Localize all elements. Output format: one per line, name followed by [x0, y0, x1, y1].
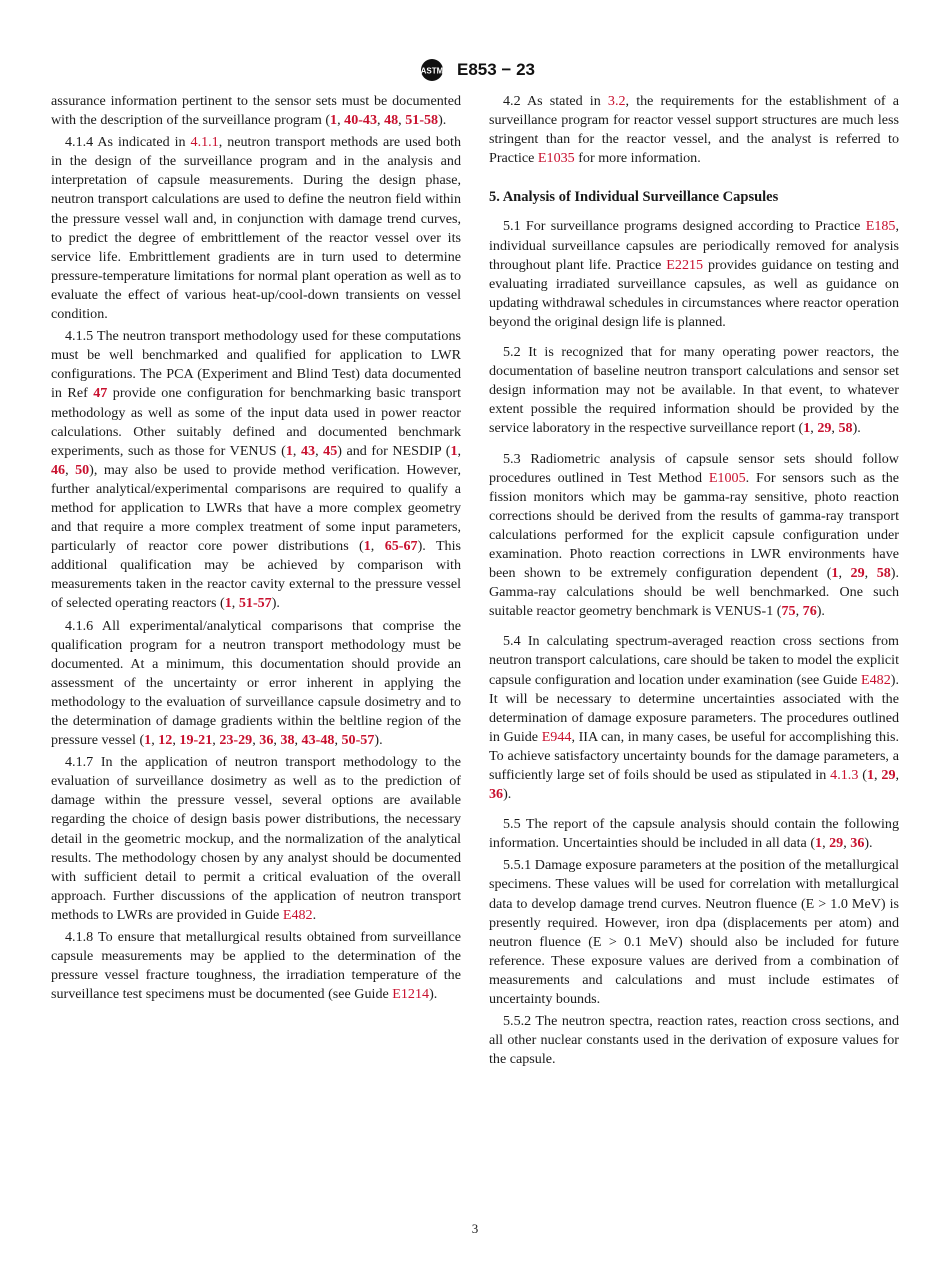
reference-link[interactable]: 38 — [280, 732, 295, 749]
paragraph-5-3: 5.3 Radiometric analysis of capsule sensor sets should follow procedures outlined in Test Method E1005. For sensors such as the fission monitors which may be gamma-ray sensitive, photo reaction corrections should be derived from the results of gamma-ray transport calculations performed for the explicit capsule configuration under examination. Photo reaction corrections in LWR environments have been shown to be extremely configuration dependent (1, 29, 58). Gamma-ray calculations should be well benchmarked. One such suitable reactor geometry benchmark is VENUS-1 (75, 76). — [489, 450, 899, 620]
paragraph-4-1-7: 4.1.7 In the application of neutron transport methodology to the evaluation of surveillance dosimetry as well as to the prediction of damage within the pressure vessel, several options are available regarding the choice of design basis power distributions, the necessary detail in the geometric mockup, and the normalization of the analytical results. The methodology chosen by any analyst should be documented with sufficient detail to permit a critical evaluation of the overall approach. Further discussions of the application of neutron transport methods to LWRs are provided in Guide E482. — [51, 754, 461, 923]
paragraph-5-5-2: 5.5.2 The neutron spectra, reaction rates, reaction cross sections, and all other nuclear constants used in the derivation of exposure values for the capsule. — [489, 1013, 899, 1068]
section-heading-5: 5. Analysis of Individual Surveillance Capsules — [489, 189, 779, 206]
reference-link[interactable]: 58 — [838, 420, 853, 437]
reference-link[interactable]: 43 — [301, 442, 316, 459]
reference-link[interactable]: 12 — [158, 732, 173, 749]
reference-link[interactable]: 50-57 — [341, 732, 375, 749]
reference-link[interactable]: 1 — [815, 835, 823, 852]
right-column — [489, 92, 899, 1072]
reference-link[interactable]: 1 — [285, 442, 293, 459]
standard-link[interactable]: E1005 — [708, 469, 746, 486]
reference-link[interactable]: 1 — [866, 767, 874, 783]
paragraph-4-1-6: 4.1.6 All experimental/analytical comparisons that comprise the qualification program for a neutron transport methodology must be documented. At a minimum, this documentation should provide an assessment of the uncertainty or error inherent in applying the methodology to the evaluation of surveillance capsule dosimetry and to the determination of damage gradients within the beltline region of the pressure vessel (1, 12, 19-21, 23-29, 36, 38, 43-48, 50-57). — [51, 617, 461, 749]
paragraph-continued: assurance information pertinent to the sensor sets must be documented with the description of the surveillance program (1, 40-43, 48, 51-58). — [51, 93, 461, 129]
document-id: E853 − 23 — [457, 60, 535, 79]
reference-link[interactable]: 1 — [224, 595, 232, 612]
paragraph-5-4: 5.4 In calculating spectrum-averaged reaction cross sections from neutron transport calculations, care should be taken to model the explicit capsule configuration and location under examination (see Guide E482). It will be necessary to determine uncertainties associated with the determination of damage exposure parameters. The procedures outlined in Guide E944, IIA can, in many cases, be useful for accomplishing this. To achieve satisfactory uncertainty bounds for the damage parameters, a sufficiently large set of foils should be used as stipulated in 4.1.3 (1, 29, 36). — [489, 633, 900, 803]
standard-link[interactable]: E2215 — [666, 256, 704, 273]
paragraph-4-1-8: 4.1.8 To ensure that metallurgical results obtained from surveillance capsule measurements may be applied to the determination of the pressure vessel fracture toughness, the irradiation temperature of the surveillance test specimens must be documented (see Guide E1214). — [51, 929, 461, 1003]
standard-link[interactable]: E1214 — [392, 986, 430, 1003]
paragraph-5-2: 5.2 It is recognized that for many operating power reactors, the documentation of baseline neutron transport calculations and sensor set design information may not be available. In that event, to whatever extent possible the required information should be provided by the service laboratory in the respective surveillance report (1, 29, 58). — [489, 344, 899, 437]
reference-link[interactable]: 48 — [384, 112, 399, 129]
paragraph-4-1-4: 4.1.4 As indicated in 4.1.1, neutron transport methods are used both in the design of the surveillance program and in the analysis and interpretation of capsule measurements. During the design phase, neutron transport calculations are used to define the neutron field within the pressure vessel wall and, in conjunction with damage trend curves, to predict the degree of embrittlement of the reactor vessel over its service life. Embrittlement gradients are in turn used to determine pressure-temperature limitations for normal plant operation as well as to evaluate the effect of various heat-up/cool-down transients on vessel condition. — [51, 134, 461, 323]
section-link[interactable]: 3.2 — [607, 93, 626, 109]
reference-link[interactable]: 1 — [831, 565, 839, 582]
reference-link[interactable]: 51-58 — [405, 112, 439, 129]
standard-link[interactable]: E185 — [865, 218, 896, 235]
paragraph-5-5: 5.5 The report of the capsule analysis should contain the following information. Uncertainties should be included in all data (1, 29, 36). — [489, 816, 899, 852]
reference-link[interactable]: 46 — [51, 461, 66, 478]
standard-link[interactable]: E1035 — [537, 150, 575, 167]
section-link[interactable]: 4.1.1 — [190, 134, 219, 151]
reference-link[interactable]: 58 — [876, 565, 891, 582]
astm-logo-icon — [415, 58, 449, 82]
reference-link[interactable]: 1 — [803, 420, 811, 437]
reference-link[interactable]: 1 — [144, 732, 152, 749]
reference-link[interactable]: 40-43 — [344, 112, 378, 129]
reference-link[interactable]: 29 — [881, 767, 896, 783]
left-column — [51, 92, 461, 1007]
reference-link[interactable]: 36 — [850, 835, 865, 852]
standard-link[interactable]: E944 — [541, 728, 572, 745]
standard-link[interactable]: E482 — [282, 906, 313, 923]
reference-link[interactable]: 76 — [802, 603, 817, 620]
reference-link[interactable]: 23-29 — [219, 732, 253, 749]
reference-link[interactable]: 51-57 — [238, 595, 272, 612]
reference-link[interactable]: 1 — [330, 112, 338, 129]
reference-link[interactable]: 47 — [93, 385, 108, 402]
reference-link[interactable]: 65-67 — [384, 538, 418, 555]
reference-link[interactable]: 36 — [259, 732, 274, 749]
reference-link[interactable]: 19-21 — [179, 732, 213, 749]
reference-link[interactable]: 1 — [363, 538, 371, 555]
paragraph-4-1-5: 4.1.5 The neutron transport methodology used for these computations must be well benchmarked and qualified for application to LWR configurations. The PCA (Experiment and Blind Test) data documented in Ref 47 provide one configuration for benchmarking basic transport methodology as well as some of the input data used in power reactor calculations. Other suitably defined and documented benchmark experiments, such as those for VENUS (1, 43, 45) and for NESDIP (1, 46, 50), may also be used to provide method verification. However, further analytical/experimental comparisons are required to qualify a method for application to LWRs that have a more complex geometry and that require a more complex treatment of some input parameters, particularly of reactor core power distributions (1, 65-67). This additional qualification may be achieved by comparison with measurements taken in the reactor cavity external to the pressure vessel of selected operating reactors (1, 51-57). — [51, 328, 462, 612]
paragraph-5-5-1: 5.5.1 Damage exposure parameters at the position of the metallurgical specimens. These values will be used for correlation with metallurgical data to develop damage trend curves. Neutron fluence (E > 1.0 MeV) is presently required. However, iron dpa (displacements per atom) and neutron fluence (E > 0.1 MeV) should also be included for future reference. These exposure values are derived from a combination of measurements and calculations and must include estimates of uncertainty bounds. — [489, 857, 899, 1008]
reference-link[interactable]: 29 — [829, 835, 844, 852]
paragraph-4-2: 4.2 As stated in 3.2, the requirements for the establishment of a surveillance program for reactor vessel support structures are much less stringent than for the reactor vessel, and the analyst is referred to Practice E1035 for more information. — [489, 93, 899, 167]
reference-link[interactable]: 29 — [817, 420, 832, 437]
paragraph-5-1: 5.1 For surveillance programs designed according to Practice E185, individual surveillance capsules are periodically removed for analysis throughout plant life. Practice E2215 provides guidance on testing and evaluating irradiated surveillance capsules, as well as guidance on updating withdrawal schedules in circumstances where reactor operation beyond the original design life is planned. — [489, 218, 899, 330]
reference-link[interactable]: 36 — [489, 786, 504, 803]
page-header — [0, 56, 950, 84]
section-link[interactable]: 4.1.3 — [830, 767, 859, 783]
reference-link[interactable]: 45 — [323, 442, 338, 459]
reference-link[interactable]: 29 — [850, 565, 865, 582]
logo-text: ASTM — [420, 66, 444, 76]
reference-link[interactable]: 43-48 — [301, 732, 335, 749]
standard-link[interactable]: E482 — [861, 671, 891, 688]
reference-link[interactable]: 75 — [781, 603, 796, 620]
reference-link[interactable]: 1 — [450, 442, 458, 459]
page-number: 3 — [471, 1221, 479, 1236]
reference-link[interactable]: 50 — [75, 461, 90, 478]
